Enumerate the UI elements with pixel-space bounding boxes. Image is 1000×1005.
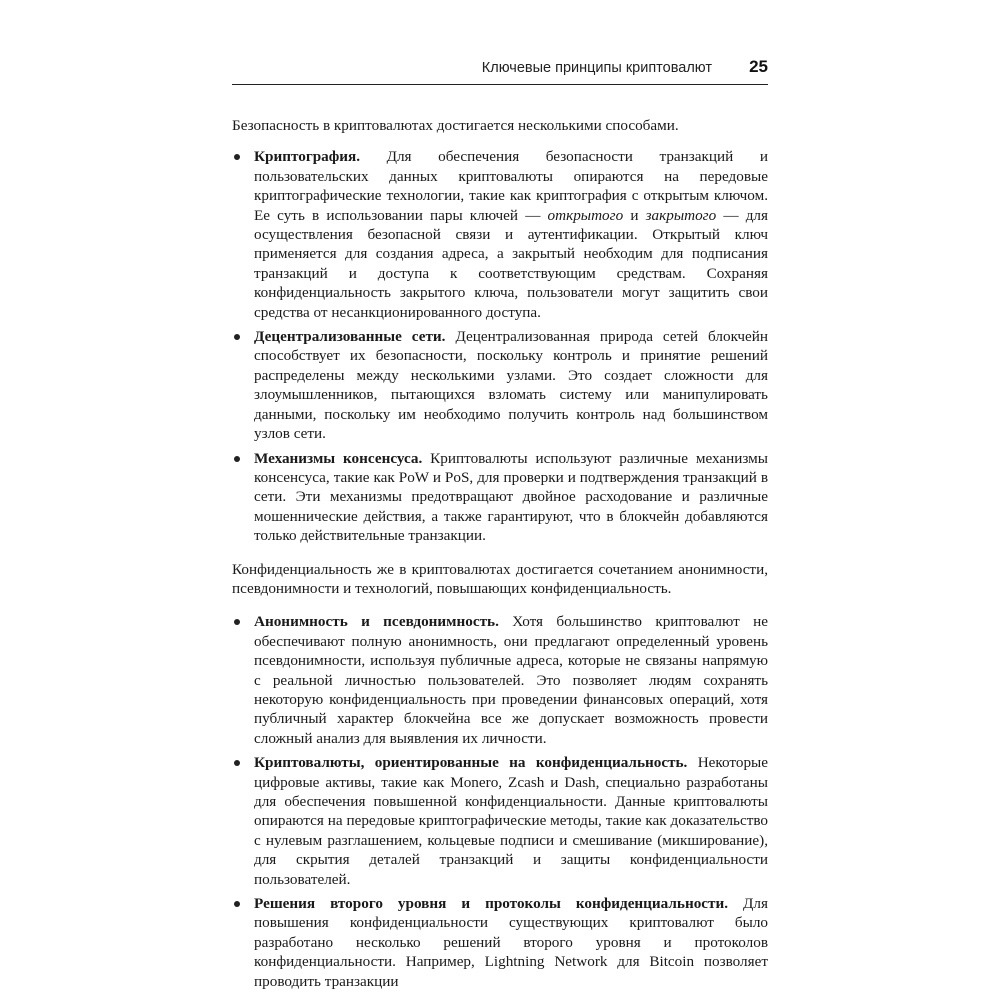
item-lead: Решения второго уровня и протоколы конфиденциальности. [254, 895, 729, 913]
bullet-icon [234, 760, 240, 766]
item-lead: Децентрализованные сети. [254, 328, 446, 346]
item-lead: Криптография. [254, 148, 361, 166]
privacy-list [232, 612, 768, 991]
bullet-icon [234, 456, 240, 462]
item-emphasis: закрытого [645, 206, 717, 224]
item-text: Децентрализованная природа сетей блокчейн способствует их безопасности, поскольку контроль и принятие решений распределены между несколькими узлами. Это создает сложности для злоумышленников, пытающихся взломать систему или манипулировать данными, поскольку им необходимо получить контроль над большинством узлов сети. [254, 328, 768, 443]
list-item [232, 147, 768, 322]
list-item [232, 753, 768, 889]
page-body [232, 116, 768, 1005]
item-text: — для осуществления безопасной связи и аутентификации. Открытый ключ применяется для создания адреса, а закрытый необходим для подписания транзакций и доступа к соответствующим средствам. Сохраняя конфиденциальность закрытого ключа, пользователи могут защитить свои средства от несанкционированного доступа. [254, 206, 768, 321]
security-intro: Безопасность в криптовалютах достигается несколькими способами. [232, 117, 679, 134]
item-emphasis: открытого [547, 206, 624, 224]
list-item [232, 449, 768, 546]
item-text: Криптовалюты используют различные механизмы консенсуса, такие как PoW и PoS, для проверки и подтверждения транзакций в сети. Эти механизмы предотвращают двойное расходование и различные мошеннические действия, а также гарантируют, что в блокчейн добавляются только действительные транзакции. [254, 449, 769, 545]
list-item [232, 894, 768, 991]
bullet-icon [234, 334, 240, 340]
item-text: Некоторые цифровые активы, такие как Monero, Zcash и Dash, специально разработаны для обеспечения повышенной конфиденциальности. Данные криптовалюты опираются на передовые криптографические методы, такие как доказательство с нулевым разглашением, кольцевые подписи и смешивание (микширование), для скрытия деталей транзакций и защиты конфиденциальности пользователей. [254, 754, 768, 888]
page-number: 25 [749, 57, 768, 76]
running-header [232, 58, 768, 85]
security-list [232, 147, 768, 545]
item-text: Для обеспечения безопасности транзакций и пользовательских данных криптовалюты опираются на передовые криптографические технологии, такие как криптография с открытым ключом. Ее суть в использовании пары ключей — [254, 148, 768, 224]
bullet-icon [234, 154, 240, 160]
item-lead: Механизмы консенсуса. [254, 449, 423, 467]
bullet-icon [234, 901, 240, 907]
list-item [232, 327, 768, 443]
bullet-icon [234, 619, 240, 625]
item-text: и [623, 206, 646, 224]
item-lead: Анонимность и псевдонимность. [254, 613, 499, 631]
header-title: Ключевые принципы криптовалют [481, 60, 712, 76]
item-lead: Криптовалюты, ориентированные на конфиденциальность. [254, 754, 688, 772]
item-text: Хотя большинство криптовалют не обеспечивают полную анонимность, они предлагают определенный уровень псевдонимности, используя публичные адреса, которые не связаны напрямую с реальной личностью пользователей. Это позволяет людям сохранять некоторую конфиденциальность при проведении финансовых операций, хотя публичный характер блокчейна все же допускает возможность провести сложный анализ для выявления их личности. [254, 613, 768, 747]
list-item [232, 612, 768, 748]
item-text: Для повышения конфиденциальности существующих криптовалют было разработано несколько решений второго уровня и протоколов конфиденциальности. Например, Lightning Network для Bitcoin позволяет проводить транзакции [254, 895, 768, 990]
privacy-intro: Конфиденциальность же в криптовалютах достигается сочетанием анонимности, псевдонимности и технологий, повышающих конфиденциальность. [232, 560, 768, 597]
